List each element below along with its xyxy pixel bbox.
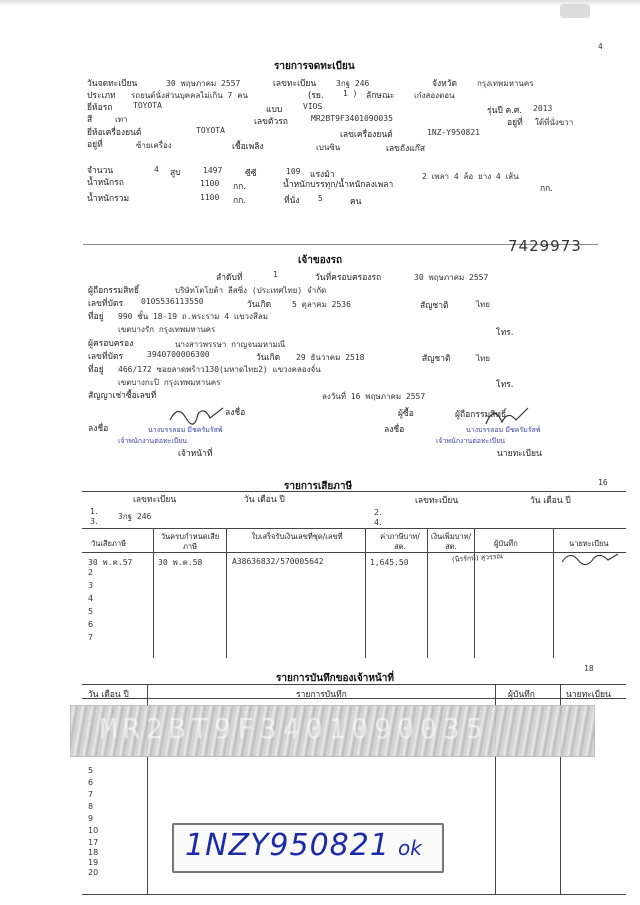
officer-label: เจ้าหน้าที่ [178, 449, 213, 459]
tax-col-sep-6 [553, 528, 554, 658]
tax-reg-row-2-no: 2. [374, 508, 382, 517]
province: กรุงเทพมหานคร [477, 79, 534, 88]
holder-address-2: เขตบางกะปิ กรุงเทพมหานคร [118, 378, 221, 387]
seat-unit: คน [350, 197, 362, 207]
code-label: (รย. [308, 91, 324, 101]
chassis-rubbing-text: MR2BT9F3401090035 [100, 712, 489, 745]
tax-col-reg: เลขทะเบียน [133, 495, 177, 505]
holder-name: นางสาวพรรษา กาญจนมหามณี [175, 340, 286, 349]
sign-label-right: ลงชื่อ [384, 425, 405, 435]
reg-no-label: เลขทะเบียน [273, 79, 317, 89]
color-label: สี [87, 115, 93, 125]
type-label: ประเภท [87, 91, 116, 101]
holder-label: ผู้ครอบครอง [88, 339, 134, 349]
birth2-label: วันเกิด [256, 353, 281, 363]
brand: TOYOTA [133, 101, 162, 110]
tel-label: โทร. [496, 328, 514, 338]
vehicle-code: 1 ) [343, 89, 358, 98]
engine-loc-label: อยู่ที่ [87, 140, 103, 150]
year-label: รุ่นปี ค.ศ. [487, 106, 522, 116]
load-label: น้ำหนักบรรทุก/น้ำหนักลงเพลา [283, 180, 394, 190]
wheel-label: อยู่ที่ [507, 118, 523, 128]
seat-label: ที่นั่ง [284, 196, 300, 206]
page-mark-18: 18 [584, 664, 594, 673]
records-col-date: วัน เดือน ปี [88, 690, 129, 700]
possess-label: วันที่ครอบครองรถ [315, 273, 382, 283]
cyl-unit: สูบ [170, 168, 181, 178]
records-title: รายการบันทึกของเจ้าหน้าที่ [276, 673, 394, 684]
sign-label-buyer: ลงชื่อ [225, 408, 246, 418]
records-row-9: 9 [88, 814, 94, 823]
contract-date: ลงวันที่ 16 พฤษภาคม 2557 [322, 392, 426, 401]
tax-header-amount: ค่าภาษีบาท/สต. [380, 532, 420, 551]
horsepower: 109 [286, 167, 301, 176]
engine-brand-label: ยี่ห้อเครื่องยนต์ [87, 128, 142, 138]
officer-stamp-left-title: เจ้าพนักงานต่อทะเบียน [118, 437, 188, 445]
owner-sig-label: ผู้ถือกรรมสิทธิ์ [455, 410, 507, 420]
registrar-label: นายทะเบียน [497, 449, 542, 459]
cc: 1497 [203, 166, 223, 175]
cc-unit: ซีซี [245, 169, 257, 179]
tax-header-surcharge: เงินเพิ่มบาท/สต. [430, 532, 472, 551]
records-row-17: 17 [88, 838, 99, 847]
tax-header-registrar: นายทะเบียน [569, 539, 609, 548]
buyer-label: ผู้ซื้อ [398, 409, 414, 419]
records-row-8: 8 [88, 802, 94, 811]
records-col-record: รายการบันทึก [296, 690, 347, 700]
hp-unit: แรงม้า [310, 170, 335, 180]
gas-label: เลขถังแก๊ส [386, 144, 426, 154]
reg-no: 3กฐ 246 [336, 79, 370, 88]
tax-registrar-signature [560, 548, 620, 570]
tax-header-paid: วันเสียภาษี [91, 539, 126, 548]
tax-row-num-5: 5 [88, 607, 94, 616]
page-mark-4: 4 [598, 42, 603, 51]
tax-col-date: วัน เดือน ปี [244, 495, 285, 505]
tax-col-sep-2 [226, 528, 227, 658]
sign-label-left: ลงชื่อ [88, 424, 109, 434]
tax-header-receipt: ใบเสร็จรับเงินเลขที่ชุด/เลขที่ [251, 532, 343, 541]
tax-table-top [82, 528, 626, 529]
engine-no: 1NZ-Y950821 [427, 128, 480, 137]
nation2-label: สัญชาติ [422, 354, 451, 364]
tax-col-sep-4 [427, 528, 428, 658]
owner-address-1: 990 ชั้น 18-19 ถ.พระราม 4 แขวงสีลม [118, 312, 268, 321]
records-row-6: 6 [88, 778, 94, 787]
card-label: เลขที่บัตร [88, 299, 124, 309]
tax-row-1-due: 30 พ.ค.58 [158, 558, 203, 567]
records-row-10: 10 [88, 826, 99, 835]
gross-unit: กก. [233, 196, 246, 206]
nation-label: สัญชาติ [420, 301, 449, 311]
owner-label: ผู้ถือกรรมสิทธิ์ [88, 286, 140, 296]
weight-unit: กก. [233, 182, 246, 192]
nationality-2: ไทย [476, 354, 490, 363]
tax-row-num-2: 2 [88, 568, 94, 577]
records-row-7: 7 [88, 790, 94, 799]
tax-row-num-3: 3 [88, 581, 94, 590]
color: เทา [115, 115, 128, 124]
records-col-by: ผู้บันทึก [508, 690, 535, 700]
fuel: เบนซิน [316, 143, 341, 152]
cyl-label: จำนวน [87, 166, 114, 176]
officer-stamp-left-name: นางบรรลอม มีชครัมรัสพ์ [148, 426, 223, 434]
fuel-label: เชื้อเพลิง [232, 142, 264, 152]
owner-address-2: เขตบางรัก กรุงเทพมหานคร [118, 325, 216, 334]
vehicle-style: เก๋งสองตอน [414, 91, 455, 100]
order-label: ลำดับที่ [216, 273, 243, 283]
tax-header-due: วันครบกำหนดเสียภาษี [160, 532, 220, 551]
engine-no-label: เลขเครื่องยนต์ [340, 130, 393, 140]
tel2-label: โทร. [496, 380, 514, 390]
card2-label: เลขที่บัตร [88, 352, 124, 362]
chassis-label: เลขตัวรถ [254, 117, 288, 127]
records-bottom-rule [82, 894, 626, 895]
load-unit: กก. [540, 184, 553, 194]
addr2-label: ที่อยู่ [88, 365, 104, 375]
records-row-18: 18 [88, 848, 99, 857]
axle-info: 2 เพลา 4 ล้อ ยาง 4 เส้น [422, 172, 519, 181]
tax-reg-row-1-value: 3กฐ 246 [118, 512, 152, 521]
chassis-location: ใต้ที่นั่งขวา [535, 118, 574, 127]
tax-col-reg2: เลขทะเบียน [415, 496, 459, 506]
officer-stamp-right-name: นางบรรลอม มีชครัมรัสพ์ [466, 426, 541, 434]
province-label: จังหวัด [432, 79, 458, 89]
engine-number-handwritten: 1NZY950821 [185, 828, 390, 863]
records-header-rule [82, 698, 626, 699]
birth-label: วันเกิด [247, 300, 272, 310]
tax-row-num-7: 7 [88, 633, 94, 642]
nationality: ไทย [476, 300, 490, 309]
holder-address-1: 466/172 ซอยลาดพร้าว130(มหาดไทย2) แขวงคลองจั่น [118, 365, 321, 374]
tax-col-date2: วัน เดือน ปี [530, 496, 571, 506]
style-label: ลักษณะ [366, 91, 395, 101]
tax-col-sep-3 [365, 528, 366, 658]
records-col-registrar: นายทะเบียน [566, 690, 611, 700]
tax-title: รายการเสียภาษี [284, 481, 353, 492]
cylinders: 4 [154, 165, 159, 174]
engine-location: ซ้ายเครื่อง [136, 141, 172, 150]
engine-brand: TOYOTA [196, 126, 225, 135]
possess-date: 30 พฤษภาคม 2557 [414, 273, 489, 282]
tax-col-sep-5 [474, 528, 475, 658]
tax-row-1-date: 30 พ.ค.57 [88, 558, 133, 567]
tax-row-1-receipt: A38636832/570005642 [232, 557, 324, 566]
serial-number: 7429973 [508, 237, 582, 255]
tax-reg-row-3-no: 3. [90, 517, 98, 526]
tax-reg-row-1-no: 1. [90, 507, 98, 516]
contract-label: สัญญาเช่าซื้อเลขที่ [88, 391, 157, 401]
birth-date: 5 ตุลาคม 2536 [292, 300, 351, 309]
card-no: 0105536113550 [141, 297, 204, 306]
vehicle-type: รถยนต์นั่งส่วนบุคคลไม่เกิน 7 คน [131, 91, 249, 100]
records-row-5: 5 [88, 766, 94, 775]
model: VIOS [303, 102, 323, 111]
year: 2013 [533, 104, 553, 113]
card2-no: 3940700006300 [147, 350, 210, 359]
reg-date: 30 พฤษภาคม 2557 [166, 79, 241, 88]
scan-edge [0, 0, 640, 6]
officer-stamp-right-title: เจ้าพนักงานต่อทะเบียน [436, 437, 506, 445]
records-row-19: 19 [88, 858, 99, 867]
tax-header-recorder: ผู้บันทึก [494, 539, 518, 548]
tax-row-1-amount: 1,645.50 [370, 558, 409, 567]
weight: 1100 [200, 179, 220, 188]
owner-title: เจ้าของรถ [298, 255, 343, 266]
gross-label: น้ำหนักรวม [87, 194, 130, 204]
verification-ok: ok [398, 836, 422, 860]
model-label: แบบ [266, 105, 283, 115]
order-no: 1 [273, 270, 278, 279]
records-top-rule [82, 684, 626, 685]
brand-label: ยี่ห้อรถ [87, 103, 113, 113]
tax-col-sep-1 [153, 528, 154, 658]
tax-reg-row-4-no: 4. [374, 518, 382, 527]
scan-smudge [560, 4, 590, 18]
addr-label: ที่อยู่ [88, 312, 104, 322]
registration-title: รายการจดทะเบียน [274, 61, 355, 72]
tax-row-num-4: 4 [88, 594, 94, 603]
records-row-20: 20 [88, 868, 99, 877]
reg-date-label: วันจดทะเบียน [87, 79, 138, 89]
weight-label: น้ำหนักรถ [87, 178, 124, 188]
birth2-date: 29 ธันวาคม 2518 [296, 353, 365, 362]
owner-name: บริษัทโตโยต้า ลีสซิ่ง (ประเทศไทย) จำกัด [175, 286, 327, 295]
chassis-no: MR2BT9F3401090035 [311, 114, 393, 123]
tax-table-header-rule [82, 552, 626, 553]
tax-row-1-stamp: (นิรรักษ์) สุวรรณ [451, 552, 504, 564]
seats: 5 [318, 194, 323, 203]
tax-row-num-6: 6 [88, 620, 94, 629]
page-mark-16: 16 [598, 478, 608, 487]
gross-weight: 1100 [200, 193, 220, 202]
